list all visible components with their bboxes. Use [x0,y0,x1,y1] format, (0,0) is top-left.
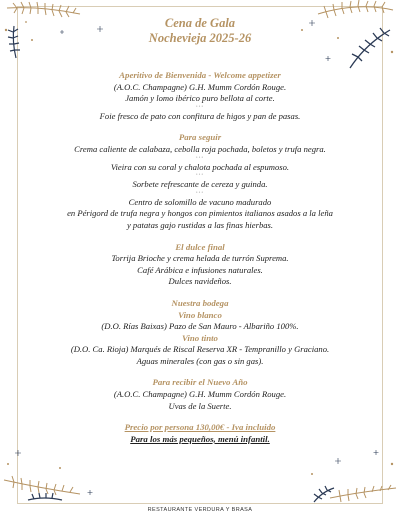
section-heading-bodega: Nuestra bodega [171,297,229,308]
menu-line: Dulces navideños. [168,276,232,287]
separator-dots: ••• [195,190,205,196]
menu-line: (A.O.C. Champagne) G.H. Mumm Cordón Rouge. [113,81,287,92]
menu-line: Café Arábica e infusiones naturales. [137,264,263,275]
menu-line: Foie fresco de pato con confitura de higos y pan de pasas. [99,110,301,121]
separator-dots: ••• [195,104,205,110]
menu-body [0,70,400,445]
price-per-person: Precio por persona 130,00€ - Iva incluido [124,422,276,433]
menu-line: (D.O. Ca. Rioja) Marqués de Riscal Reserva XR - Tempranillo y Graciano. [70,344,330,355]
branch-decoration-bottom-left [0,444,110,504]
menu-line: (D.O. Rías Baixas) Pazo de San Mauro - Albariño 100%. [101,321,299,332]
section-heading-dulce: El dulce final [175,241,225,252]
restaurant-footer: RESTAURANTE VERDURA Y BRASA [147,507,253,513]
separator-dots: ••• [195,173,205,179]
subheading-vino-tinto: Vino tinto [182,332,218,343]
menu-line: Sorbete refrescante de cereza y guinda. [132,179,268,190]
section-heading-nuevo-ano: Para recibir el Nuevo Año [152,377,248,388]
kids-menu-note: Para los más pequeños, menú infantil. [130,433,270,444]
menu-line: en Périgord de trufa negra y hongos con pimientos italianos asados a la leña [67,208,333,219]
menu-line: Centro de solomillo de vacuno madurado [128,196,272,207]
menu-line: Crema caliente de calabaza, cebolla roja pochada, boletos y trufa negra. [74,143,326,154]
menu-line: Aguas minerales (con gas o sin gas). [136,355,264,366]
separator-dots: ••• [195,155,205,161]
section-heading-para-seguir: Para seguir [178,132,222,143]
branch-decoration-bottom-right [300,444,400,504]
menu-line: (A.O.C. Champagne) G.H. Mumm Cordón Rouge. [113,389,287,400]
menu-line: Torrija Brioche y crema helada de turrón Suprema. [111,253,289,264]
subheading-vino-blanco: Vino blanco [178,309,222,320]
menu-line: Jamón y lomo ibérico puro bellota al corte. [125,93,275,104]
menu-line: Vieira con su coral y chalota pochada al espumoso. [110,161,290,172]
menu-subtitle: Nochevieja 2025-26 [148,31,252,45]
menu-line: Uvas de la Suerte. [168,400,232,411]
menu-line: y patatas gajo rustidas a las finas hierbas. [126,219,274,230]
section-heading-aperitivo: Aperitivo de Bienvenida - Welcome appetizer [119,70,281,80]
menu-title: Cena de Gala [164,16,236,30]
